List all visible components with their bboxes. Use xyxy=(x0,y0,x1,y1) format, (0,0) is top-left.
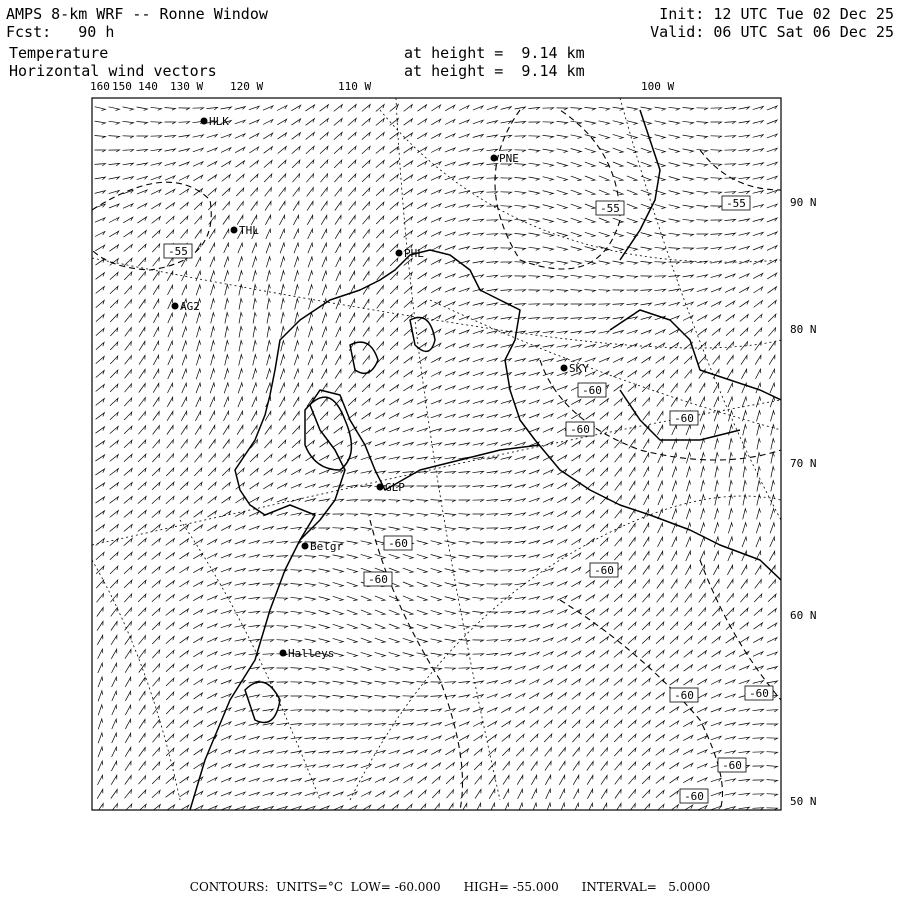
station-label: THL xyxy=(239,224,259,237)
station-marker xyxy=(377,484,384,491)
svg-text:-60: -60 xyxy=(749,687,769,700)
station-label: Belgr xyxy=(310,540,344,553)
station-label: HLK xyxy=(209,115,229,128)
station-marker xyxy=(172,303,179,310)
contour-label xyxy=(596,201,624,215)
field-wind-vectors: Horizontal wind vectors xyxy=(9,62,217,80)
height-wind-vectors: at height = 9.14 km xyxy=(404,62,585,80)
svg-text:-60: -60 xyxy=(594,564,614,577)
contour-label xyxy=(670,411,698,425)
contour-label xyxy=(384,536,412,550)
lat-label-60: 60 N xyxy=(790,609,817,622)
contour-label xyxy=(670,688,698,702)
station-marker xyxy=(201,118,208,125)
contour-label xyxy=(722,196,750,210)
svg-text:-55: -55 xyxy=(600,202,620,215)
height-temperature: at height = 9.14 km xyxy=(404,44,585,62)
svg-text:-60: -60 xyxy=(570,423,590,436)
contour-label xyxy=(590,563,618,577)
station-marker xyxy=(280,650,287,657)
svg-text:-60: -60 xyxy=(368,573,388,586)
station-label: PNE xyxy=(499,152,519,165)
svg-text:-60: -60 xyxy=(722,759,742,772)
contour-label xyxy=(718,758,746,772)
latitude-labels xyxy=(790,196,817,808)
station-marker xyxy=(302,543,309,550)
station-halleys xyxy=(280,647,335,660)
station-label: SKY xyxy=(569,362,589,375)
station-label: AG2 xyxy=(180,300,200,313)
valid-time: Valid: 06 UTC Sat 06 Dec 25 xyxy=(650,23,894,41)
map-title: AMPS 8-km WRF -- Ronne Window xyxy=(6,5,268,23)
station-marker xyxy=(491,155,498,162)
contour-label xyxy=(566,422,594,436)
contour-label xyxy=(164,244,192,258)
svg-text:-60: -60 xyxy=(684,790,704,803)
svg-text:-55: -55 xyxy=(168,245,188,258)
svg-text:-55: -55 xyxy=(726,197,746,210)
init-time: Init: 12 UTC Tue 02 Dec 25 xyxy=(659,5,894,23)
contour-label xyxy=(680,789,708,803)
lon-label-130: 130 W xyxy=(170,80,204,93)
lon-label-120: 120 W xyxy=(230,80,264,93)
lat-label-80: 80 N xyxy=(790,323,817,336)
svg-text:-60: -60 xyxy=(582,384,602,397)
field-temperature: Temperature xyxy=(9,44,109,62)
contour-label xyxy=(578,383,606,397)
station-label: Halleys xyxy=(288,647,335,660)
longitude-labels xyxy=(90,80,674,93)
lat-label-70: 70 N xyxy=(790,457,817,470)
forecast-hour: Fcst: 90 h xyxy=(6,23,115,41)
contour-label xyxy=(364,572,392,586)
station-label: PHL xyxy=(404,247,424,260)
contour-legend: CONTOURS: UNITS=°C LOW= -60.000 HIGH= -55.000 INTERVAL= 5.0000 xyxy=(189,880,711,894)
lon-label-150: 150 xyxy=(112,80,132,93)
map-frame xyxy=(92,98,781,810)
lat-label-90: 90 N xyxy=(790,196,817,209)
lat-label-50: 50 N xyxy=(790,795,817,808)
contour-label xyxy=(745,686,773,700)
station-marker xyxy=(561,365,568,372)
lon-label-160: 160 xyxy=(90,80,110,93)
svg-text:-60: -60 xyxy=(674,412,694,425)
svg-text:-60: -60 xyxy=(674,689,694,702)
station-marker xyxy=(396,250,403,257)
lon-label-140: 140 xyxy=(138,80,158,93)
station-marker xyxy=(231,227,238,234)
lon-label-100: 100 W xyxy=(641,80,675,93)
svg-text:-60: -60 xyxy=(388,537,408,550)
station-label: GLP xyxy=(385,481,405,494)
lon-label-110: 110 W xyxy=(338,80,372,93)
